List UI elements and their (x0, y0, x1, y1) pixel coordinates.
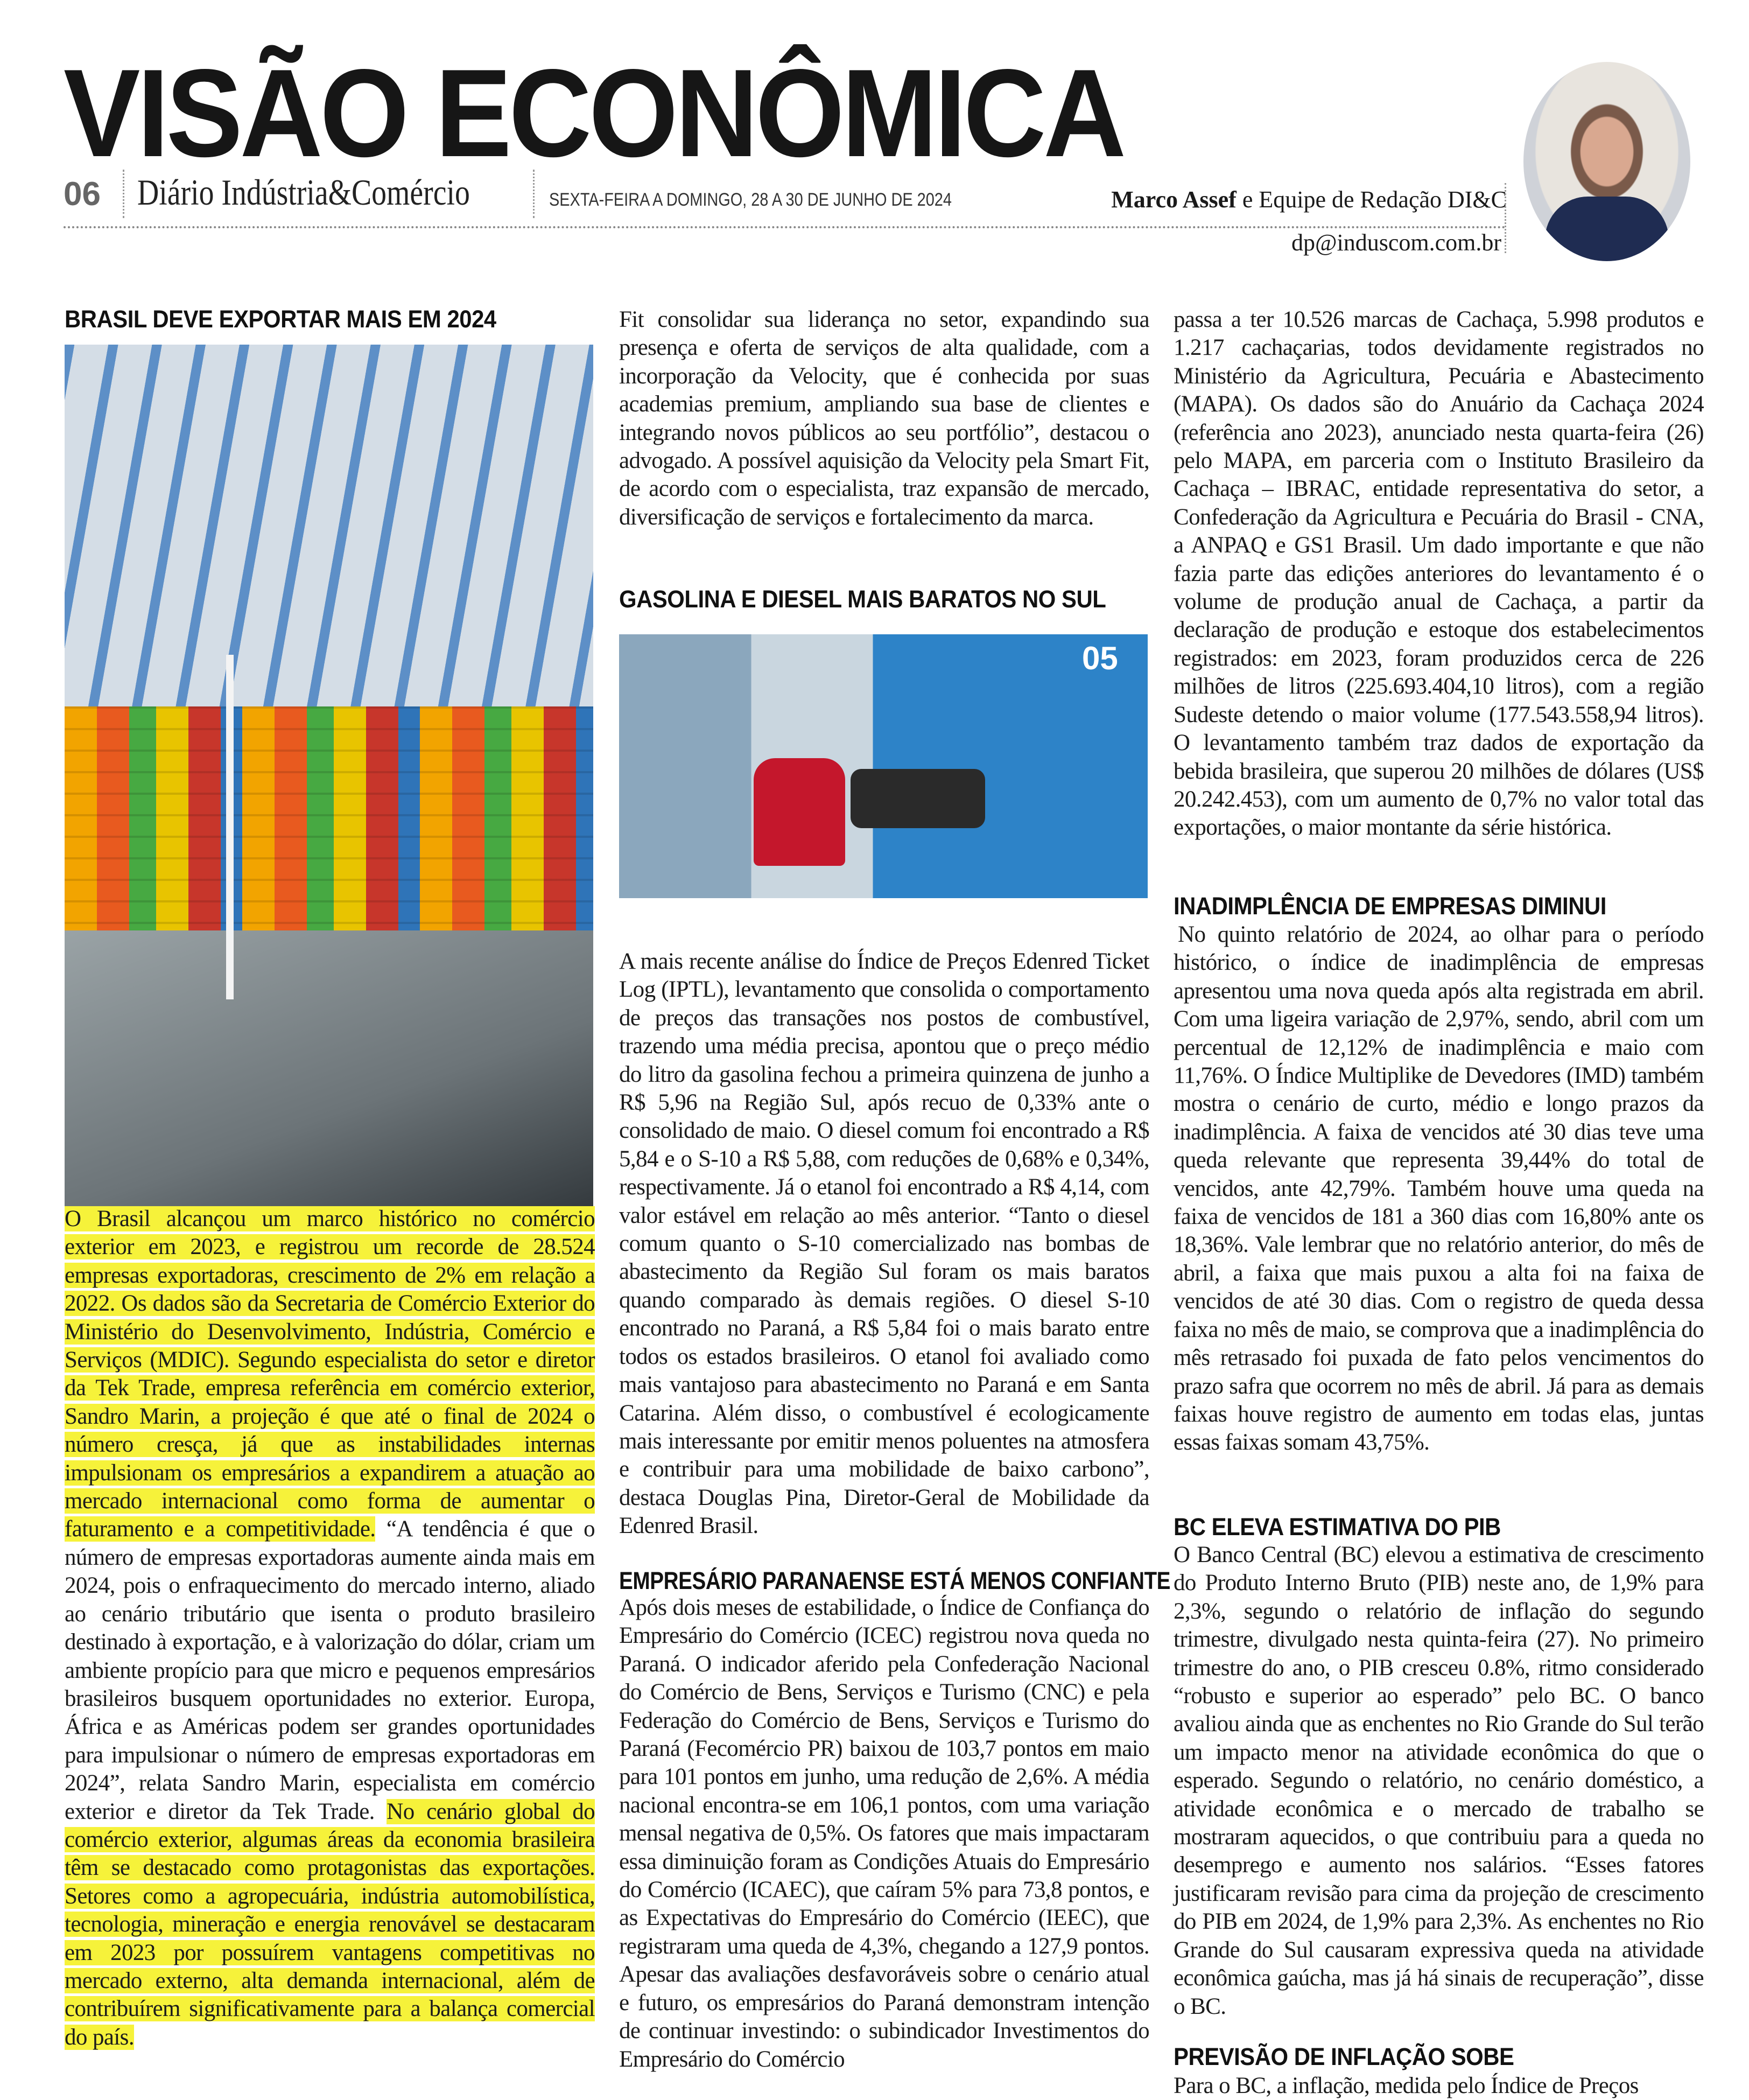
article-body-exportar (65, 1205, 595, 2052)
article-body-smartfit: Fit consolidar sua liderança no setor, expandindo sua presença e oferta de serviços de alta qualidade, com a incorporação da Velocity, que é conhecida por suas academias premium, ampliando sua base de clientes e integrando novos públicos ao seu portfólio”, destacou o advogado. A possível aquisição da Velocity pela Smart Fit, de acordo com o especialista, traz expansão de mercado, diversificação de serviços e fortalecimento da marca. (619, 307, 1149, 530)
article-body-pib: O Banco Central (BC) elevou a estimativa de crescimento do Produto Interno Bruto (PIB) neste ano, de 1,9% para 2,3%, segundo o relatório de inflação do segundo trimestre, divulgado nesta quinta-feira (27). No primeiro trimestre do ano, o PIB cresceu 0.8%, ritmo considerado “robusto e superior ao esperado” pelo BC. O banco avaliou ainda que as enchentes no Rio Grande do Sul terão um impacto menor na atividade econômica do que o esperado. Segundo o relatório, no cenário doméstico, a atividade econômica e o mercado de trabalho se mostraram aquecidos, o que contribuiu para a queda no desemprego e aumento nos salários. “Esses fatores justificaram revisão para cima da projeção de crescimento do PIB em 2024, de 1,9% para 2,3%. As enchentes no Rio Grande do Sul causaram expressiva queda na atividade econômica gaúcha, mas já há sinais de recuperação”, disse o BC. (1174, 1542, 1704, 2019)
contact-email[interactable]: dp@induscom.com.br (1291, 229, 1501, 256)
divider (123, 170, 124, 218)
page-number: 06 (64, 176, 101, 213)
article-title-inflacao: PREVISÃO DE INFLAÇÃO SOBE (1174, 2043, 1514, 2070)
pump-number: 05 (1082, 640, 1118, 676)
newspaper-name: Diário Indústria&Comércio (137, 172, 470, 213)
container-ship-photo (65, 345, 593, 1206)
article-title-empresario: EMPRESÁRIO PARANAENSE ESTÁ MENOS CONFIANTE (619, 1567, 1171, 1594)
divider (533, 170, 535, 218)
article-title-gasolina: GASOLINA E DIESEL MAIS BARATOS NO SUL (619, 585, 1106, 613)
section-title: VISÃO ECONÔMICA (64, 44, 1123, 183)
highlighted-text: O Brasil alcançou um marco histórico no comércio exterior em 2023, e registrou um recorde de 28.524 empresas exportadoras, crescimento de 2% em relação a 2022. Os dados são da Secretaria de Comércio Exterior do Ministério do Desenvolvimento, Indústria, Comércio e Serviços (MDIC). Segundo especialista do setor e diretor da Tek Trade, empresa referência em comércio exterior, Sandro Marin, a projeção é que até o final de 2024 o número cresça, já que as instabilidades internas impulsionam os empresários a expandirem a atuação ao mercado internacional como forma de aumentar o faturamento e a competitividade. (65, 1206, 595, 1542)
article-body-cachaca: passa a ter 10.526 marcas de Cachaça, 5.998 produtos e 1.217 cachaçarias, todos devidamente registrados no Ministério da Agricultura, Pecuária e Abastecimento (MAPA). Os dados são do Anuário da Cachaça 2024 (referência ano 2023), anunciado nesta quarta-feira (26) pelo MAPA, em parceria com o Instituto Brasileiro da Cachaça – IBRAC, entidade representativa do setor, a Confederação da Agricultura e Pecuária do Brasil - CNA, a ANPAQ e GS1 Brasil. Um dado importante e que não fazia parte das edições anteriores do levantamento é o volume de produção anual de Cachaça, a partir da declaração de produção e estoque dos estabelecimentos registrados: em 2023, foram produzidos cerca de 226 milhões de litros (225.693.404,10 litros), com a região Sudeste detendo o maior volume (177.543.558,94 litros). O levantamento também traz dados de exportação da bebida brasileira, que superou 20 milhões de dólares (US$ 20.242.453), com um aumento de 0,7% no valor total das exportações, o maior montante da série histórica. (1174, 307, 1704, 841)
highlighted-text: No cenário global do comércio exterior, algumas áreas da economia brasileira têm se destacado como protagonistas das exportações. Setores como a agropecuária, indústria automobilística, tecnologia, mineração e energia renovável se destacaram em 2023 por possuírem vantagens competitivas no mercado externo, alta demanda internacional, além de contribuírem significativamente para a balança comercial do país. (65, 1798, 595, 2050)
byline-suffix: e Equipe de Redação DI&C (1236, 186, 1507, 213)
article-title-inadimplencia: INADIMPLÊNCIA DE EMPRESAS DIMINUI (1174, 892, 1606, 920)
fuel-pump-photo (619, 634, 1148, 898)
article-body-inadimplencia: No quinto relatório de 2024, ao olhar para o período histórico, o índice de inadimplência de empresas apresentou uma nova queda após alta registrada em abril. Com uma ligeira variação de 2,97%, sendo, abril com um percentual de 12,12% de inadimplência e maio com 11,76%. O Índice Multiplike de Devedores (IMD) também mostra o cenário de curto, médio e longo prazos da inadimplência. A faixa de vencidos até 30 dias teve uma queda relevante que representa 39,44% do total de vencidos, ante 42,79%. Também houve uma queda na faixa de vencidos de 181 a 360 dias com 16,80% ante os 18,36%. Vale lembrar que no relatório anterior, do mês de abril, a faixa que mais puxou a alta foi na faixa de vencidos de até 30 dias. Com o registro de queda dessa faixa no mês de maio, se comprova que a inadimplência do mês retrasado foi puxada de fato pelos vencimentos do prazo safra que ocorrem no mês de abril. Já para as demais faixas houve registro de aumento em todas elas, juntas essas faixas somam 43,75%. (1174, 922, 1704, 1455)
author-photo (1523, 62, 1690, 261)
author-name: Marco Assef (1111, 186, 1237, 213)
byline (1111, 186, 1507, 213)
article-title-pib: BC ELEVA ESTIMATIVA DO PIB (1174, 1513, 1501, 1541)
article-body-empresario: Após dois meses de estabilidade, o Índice de Confiança do Empresário do Comércio (ICEC) registrou nova queda no Paraná. O indicador aferido pela Confederação Nacional do Comércio de Bens, Serviços e Turismo (CNC) e pela Federação do Comércio de Bens, Serviços e Turismo do Paraná (Fecomércio PR) baixou de 103,7 pontos em maio para 101 pontos em junho, uma redução de 2,6%. A média nacional encontra-se em 106,1 pontos, com uma variação mensal negativa de 0,5%. Os fatores que mais impactaram essa diminuição foram as Condições Atuais do Empresário do Comércio (ICAEC), que caíram 5% para 73,8 pontos, e as Expectativas do Empresário do Comércio (IEEC), que registraram uma queda de 4,3%, chegando a 127,9 pontos. Apesar das avaliações desfavoráveis sobre o cenário atual e futuro, os empresários do Paraná demonstram intenção de continuar investindo: o subindicador Investimentos do Empresário do Comércio (619, 1595, 1149, 2072)
article-body-gasolina: A mais recente análise do Índice de Preços Edenred Ticket Log (IPTL), levantamento que consolida o comportamento de preços das transações nos postos de combustível, trazendo uma média precisa, apontou que o preço médio do litro da gasolina fechou a primeira quinzena de junho a R$ 5,96 na Região Sul, após recuo de 0,33% ante o consolidado de maio. O diesel comum foi encontrado a R$ 5,84 e o S-10 a R$ 5,88, com reduções de 0,68% e 0,34%, respectivamente. Já o etanol foi encontrado a R$ 4,14, com valor estável em relação ao mês anterior. “Tanto o diesel comum quanto o S-10 comercializado nas bombas de abastecimento da Região Sul foram os mais baratos quando comparado às demais regiões. O diesel S-10 encontrado no Paraná, a R$ 5,84 foi o mais barato entre todos os estados brasileiros. O etanol foi avaliado como mais vantajoso para abastecimento no Paraná e em Santa Catarina. Além disso, o combustível é ecologicamente mais interessante por emitir menos poluentes na atmosfera e contribuir para uma mobilidade de baixo carbono”, destaca Douglas Pina, Diretor-Geral de Mobilidade da Edenred Brasil. (619, 949, 1149, 1539)
header-rule (64, 226, 1506, 228)
issue-date: SEXTA-FEIRA A DOMINGO, 28 A 30 DE JUNHO DE 2024 (549, 190, 952, 210)
article-title-exportar: BRASIL DEVE EXPORTAR MAIS EM 2024 (65, 305, 496, 333)
body-text: “A tendência é que o número de empresas exportadoras aumente ainda mais em 2024, pois o enfraquecimento do mercado interno, aliado ao cenário tributário que isenta o produto brasileiro destinado à exportação, e à valorização do dólar, criam um ambiente propício para que micro e pequenos empresários brasileiros busquem oportunidades no exterior. Europa, África e as Américas podem ser grandes oportunidades para impulsionar o número de empresas exportadoras em 2024”, relata Sandro Marin, especialista em comércio exterior e diretor da Tek Trade. (65, 1516, 595, 1824)
divider (1505, 183, 1506, 253)
article-body-inflacao: Para o BC, a inflação, medida pelo Índice de Preços (1174, 2073, 1639, 2098)
